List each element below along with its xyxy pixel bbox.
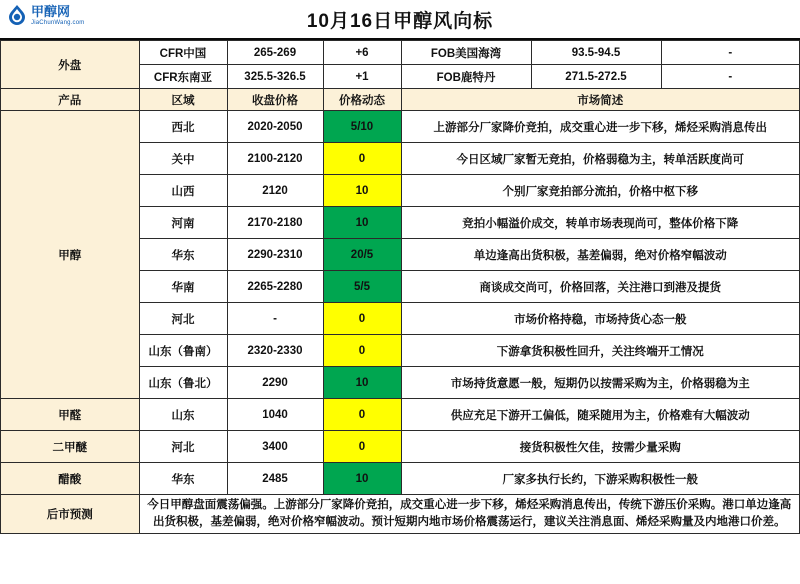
- outer-market-label: 外盘: [1, 41, 140, 89]
- region-cell: 山东（鲁北）: [139, 367, 227, 399]
- page-header: [0, 0, 800, 40]
- dynamic-cell: 10: [323, 207, 401, 239]
- price-cell: 3400: [227, 431, 323, 463]
- price-cell: 2100-2120: [227, 143, 323, 175]
- price-cell: -: [227, 303, 323, 335]
- dynamic-cell: 0: [323, 303, 401, 335]
- fob-rotterdam-change: -: [661, 65, 800, 89]
- desc-cell: 厂家多执行长约，下游采购积极性一般: [401, 463, 800, 495]
- price-cell: 2290: [227, 367, 323, 399]
- region-cell: 山东: [139, 399, 227, 431]
- region-cell: 关中: [139, 143, 227, 175]
- desc-cell: 市场价格持稳，市场持货心态一般: [401, 303, 800, 335]
- forecast-label: 后市预测: [1, 495, 140, 534]
- fob-usgulf-name: FOB美国海湾: [401, 41, 531, 65]
- dynamic-cell: 0: [323, 143, 401, 175]
- product-label-formaldehyde: 甲醛: [1, 399, 140, 431]
- desc-cell: 市场持货意愿一般，短期仍以按需采购为主，价格弱稳为主: [401, 367, 800, 399]
- region-cell: 河北: [139, 303, 227, 335]
- logo-text-en: JiaChunWang.com: [31, 19, 85, 26]
- fob-usgulf-price: 93.5-94.5: [531, 41, 661, 65]
- product-label-dme: 二甲醚: [1, 431, 140, 463]
- price-cell: 2485: [227, 463, 323, 495]
- desc-cell: 今日区域厂家暂无竞拍，价格弱稳为主，转单活跃度尚可: [401, 143, 800, 175]
- price-cell: 2320-2330: [227, 335, 323, 367]
- header-region: 区域: [139, 89, 227, 111]
- dynamic-cell: 0: [323, 431, 401, 463]
- header-desc: 市场简述: [401, 89, 800, 111]
- fob-rotterdam-name: FOB鹿特丹: [401, 65, 531, 89]
- page-title: 10月16日甲醇风向标: [306, 10, 494, 32]
- forecast-text: 今日甲醇盘面震荡偏强。上游部分厂家降价竞拍，成交重心进一步下移，烯烃采购消息传出，传统下游压价采购。港口单边逢高出货积极，基差偏弱，绝对价格窄幅波动。预计短期内地市场价格震荡运行，建议关注消息面、烯烃采购量及内地港口价差。: [139, 495, 800, 534]
- header-price: 收盘价格: [227, 89, 323, 111]
- cfr-china-change: +6: [323, 41, 401, 65]
- dynamic-cell: 10: [323, 175, 401, 207]
- fob-rotterdam-price: 271.5-272.5: [531, 65, 661, 89]
- droplet-logo-icon: [6, 4, 28, 26]
- dynamic-cell: 5/10: [323, 111, 401, 143]
- outer-market-row-1: [1, 41, 800, 65]
- desc-cell: 下游拿货积极性回升，关注终端开工情况: [401, 335, 800, 367]
- cfr-china-name: CFR中国: [139, 41, 227, 65]
- price-cell: 2020-2050: [227, 111, 323, 143]
- dynamic-cell: 5/5: [323, 271, 401, 303]
- fob-usgulf-change: -: [661, 41, 800, 65]
- region-cell: 山西: [139, 175, 227, 207]
- region-cell: 河北: [139, 431, 227, 463]
- table-row: [1, 399, 800, 431]
- desc-cell: 供应充足下游开工偏低，随采随用为主，价格难有大幅波动: [401, 399, 800, 431]
- desc-cell: 商谈成交尚可，价格回落，关注港口到港及提货: [401, 271, 800, 303]
- product-label-acetic-acid: 醋酸: [1, 463, 140, 495]
- price-cell: 2120: [227, 175, 323, 207]
- cfr-sea-change: +1: [323, 65, 401, 89]
- cfr-sea-price: 325.5-326.5: [227, 65, 323, 89]
- methanol-report-table: [0, 40, 800, 534]
- region-cell: 华东: [139, 239, 227, 271]
- desc-cell: 个别厂家竞拍部分流拍，价格中枢下移: [401, 175, 800, 207]
- region-cell: 西北: [139, 111, 227, 143]
- dynamic-cell: 20/5: [323, 239, 401, 271]
- forecast-row: [1, 495, 800, 534]
- region-cell: 河南: [139, 207, 227, 239]
- dynamic-cell: 10: [323, 367, 401, 399]
- price-cell: 2170-2180: [227, 207, 323, 239]
- header-dynamic: 价格动态: [323, 89, 401, 111]
- desc-cell: 竞拍小幅溢价成交，转单市场表现尚可，整体价格下降: [401, 207, 800, 239]
- cfr-sea-name: CFR东南亚: [139, 65, 227, 89]
- table-row: [1, 463, 800, 495]
- desc-cell: 上游部分厂家降价竞拍，成交重心进一步下移，烯烃采购消息传出: [401, 111, 800, 143]
- table-row: [1, 431, 800, 463]
- product-label-methanol: 甲醇: [1, 111, 140, 399]
- dynamic-cell: 10: [323, 463, 401, 495]
- region-cell: 华东: [139, 463, 227, 495]
- desc-cell: 接货积极性欠佳，按需少量采购: [401, 431, 800, 463]
- header-product: 产品: [1, 89, 140, 111]
- cfr-china-price: 265-269: [227, 41, 323, 65]
- region-cell: 华南: [139, 271, 227, 303]
- price-cell: 2290-2310: [227, 239, 323, 271]
- site-logo[interactable]: [6, 4, 84, 26]
- region-cell: 山东（鲁南）: [139, 335, 227, 367]
- price-cell: 2265-2280: [227, 271, 323, 303]
- desc-cell: 单边逢高出货积极，基差偏弱，绝对价格窄幅波动: [401, 239, 800, 271]
- dynamic-cell: 0: [323, 335, 401, 367]
- price-cell: 1040: [227, 399, 323, 431]
- table-row: [1, 111, 800, 143]
- table-column-headers: [1, 89, 800, 111]
- dynamic-cell: 0: [323, 399, 401, 431]
- logo-text-cn: 甲醇网: [31, 3, 71, 19]
